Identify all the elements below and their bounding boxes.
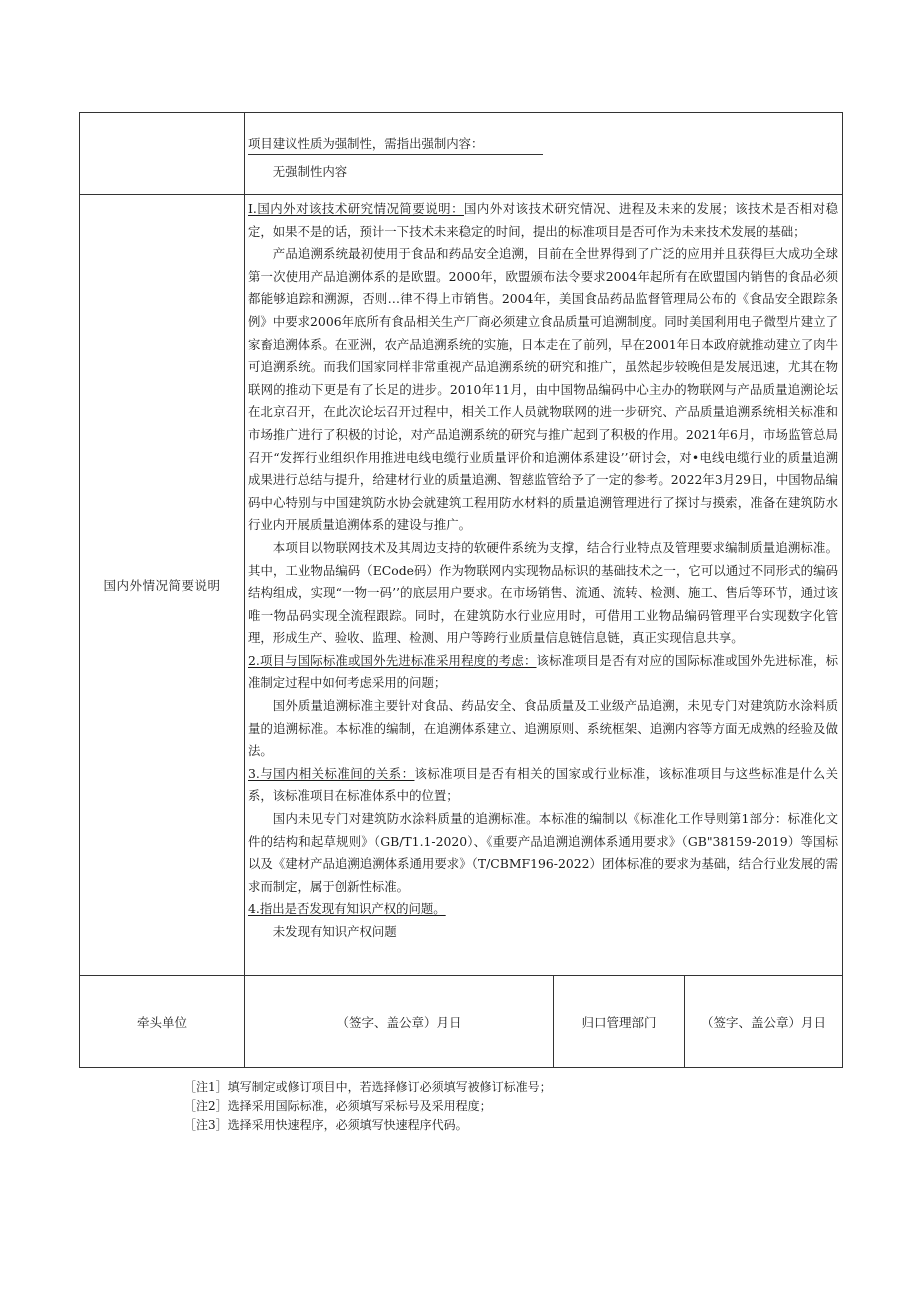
section-4: [248, 898, 838, 921]
section-2: [248, 650, 838, 695]
mandatory-label-cell: [80, 113, 245, 195]
mandatory-row: [80, 113, 843, 195]
paragraph-2: 本项目以物联网技术及其周边支持的软硬件系统为支撑，结合行业特点及管理要求编制质量追溯标准。其中，工业物品编码（ECode码）作为物联网内实现物品标识的基础技术之一，它可以通过不同形式的编码结构组成，实现“一物一码’’的底层用户要求。在市场销售、流通、流转、检测、施工、售后等环节，通过该唯一物品码实现全流程跟踪。同时，在建筑防水行业应用时，可借用工业物品编码管理平台实现数字化管理，形成生产、验收、监理、检测、用户等跨行业质量信息链信息链，真正实现信息共享。: [248, 539, 838, 646]
paragraph-3: 国外质量追溯标准主要针对食品、药品安全、食品质量及工业级产品追溯，未见专门对建筑防水涂料质量的追溯标准。本标准的编制，在追溯体系建立、追溯原则、系统框架、追溯内容等方面无成熟的经验及做法。: [248, 698, 838, 759]
section-2-heading: 2.项目与国际标准或国外先进标准采用程度的考虑：: [248, 652, 537, 668]
section-1: [248, 198, 838, 243]
paragraph-1: 产品追溯系统最初使用于食品和药品安全追溯，目前在全世界得到了广泛的应用并且获得巨大成功全球第一次使用产品追溯体系的是欧盟。2000年，欧盟颁布法令要求2004年起所有在欧盟国内销售的食品必须都能够追踪和溯源，否则…律不得上市销售。2004年，美国食品药品监督管理局公布的《食品安全跟踪条例》中要求2006年底所有食品相关生产厂商必须建立食品质量可追溯制度。同时美国利用电子微型片建立了家畜追溯体系。在亚洲，农产品追溯系统的实施，日本走在了前列，早在2001年日本政府就推动建立了肉牛可追溯系统。而我们国家同样非常重视产品追溯系统的研究和推广，虽然起步较晚但是发展迅速，尤其在物联网的推动下更是有了长足的进步。2010年11月，由中国物品编码中心主办的物联网与产品质量追溯论坛在北京召开，在此次论坛召开过程中，相关工作人员就物联网的进一步研究、产品质量追溯系统相关标准和市场推广进行了积极的讨论，对产品追溯系统的研究与推广起到了积极的作用。2021年6月，市场监管总局召开“发挥行业组织作用推进电线电缆行业质量评价和追溯体系建设’’研讨会，对•电线电缆行业的质量追溯成果进行总结与提升，给建材行业的质量追溯、智慈监管给予了一定的参考。2022年3月29日，中国物品编码中心特别与中国建筑防水协会就建筑工程用防水材料的质量追溯管理进行了探讨与摸索，准备在建筑防水行业内开展质量追溯体系的建设与推广。: [248, 246, 838, 533]
footnotes: [184, 1078, 552, 1135]
intl-row: [80, 195, 843, 976]
section-4-heading: 4.指出是否发现有知识产权的问题。: [248, 901, 446, 917]
section-3-heading: 3.与国内相关标准间的关系：: [248, 765, 415, 781]
paragraph-5: 未发现有知识产权问题: [272, 924, 397, 939]
lead-unit-signature: （签字、盖公章）月日: [245, 976, 554, 1068]
section-3-desc: 该标准项目是否有相关的国家或行业标准，该标准项目与这些标准是什么关系，该标准项目在标准体系中的位置；: [248, 765, 839, 804]
mgmt-dept-signature: （签字、盖公章）月日: [685, 976, 843, 1068]
note-2: ［注2］选择采用国际标准，必须填写采标号及采用程度；: [184, 1099, 492, 1113]
intl-label: 国内外情况简要说明: [80, 195, 245, 976]
section-1-desc: 国内外对该技术研究情况、进程及未来的发展；该技术是否相对稳定，如果不是的话，预计一下技术未来稳定的时间，提出的标准项目是否可作为未来技术发展的基础；: [248, 201, 838, 239]
note-3: ［注3］选择采用快速程序，必须填写快速程序代码。: [184, 1118, 468, 1132]
signature-row: [80, 976, 843, 1068]
lead-unit-label: 牵头单位: [80, 976, 245, 1068]
paragraph-4: 国内未见专门对建筑防水涂料质量的追溯标准。本标准的编制以《标准化工作导则第1部分：标准化文件的结构和起草规则》（GB/T1.1-2020）、《重要产品追溯追溯体系通用要求》（GB"38159-2019）等国标以及《建材产品追溯追溯体系通用要求》（T/CBMF196-2022）团体标准的要求为基础，结合行业发展的需求而制定，属于创新性标准。: [248, 811, 838, 894]
proposal-form-table: [79, 112, 843, 1068]
intl-content-cell: [245, 195, 843, 976]
section-3: [248, 763, 838, 808]
mandatory-prompt: 项目建议性质为强制性，需指出强制内容：: [248, 134, 543, 155]
mandatory-content-cell: [245, 113, 843, 195]
note-1: ［注1］填写制定或修订项目中，若选择修订必须填写被修订标准号；: [184, 1080, 552, 1094]
section-2-desc: 该标准项目是否有对应的国际标准或国外先进标准，标准制定过程中如何考虑采用的问题；: [248, 652, 839, 691]
mandatory-content: 无强制性内容: [272, 163, 348, 179]
mgmt-dept-label: 归口管理部门: [554, 976, 685, 1068]
section-1-heading: I.国内外对该技术研究情况简要说明：: [248, 201, 464, 216]
